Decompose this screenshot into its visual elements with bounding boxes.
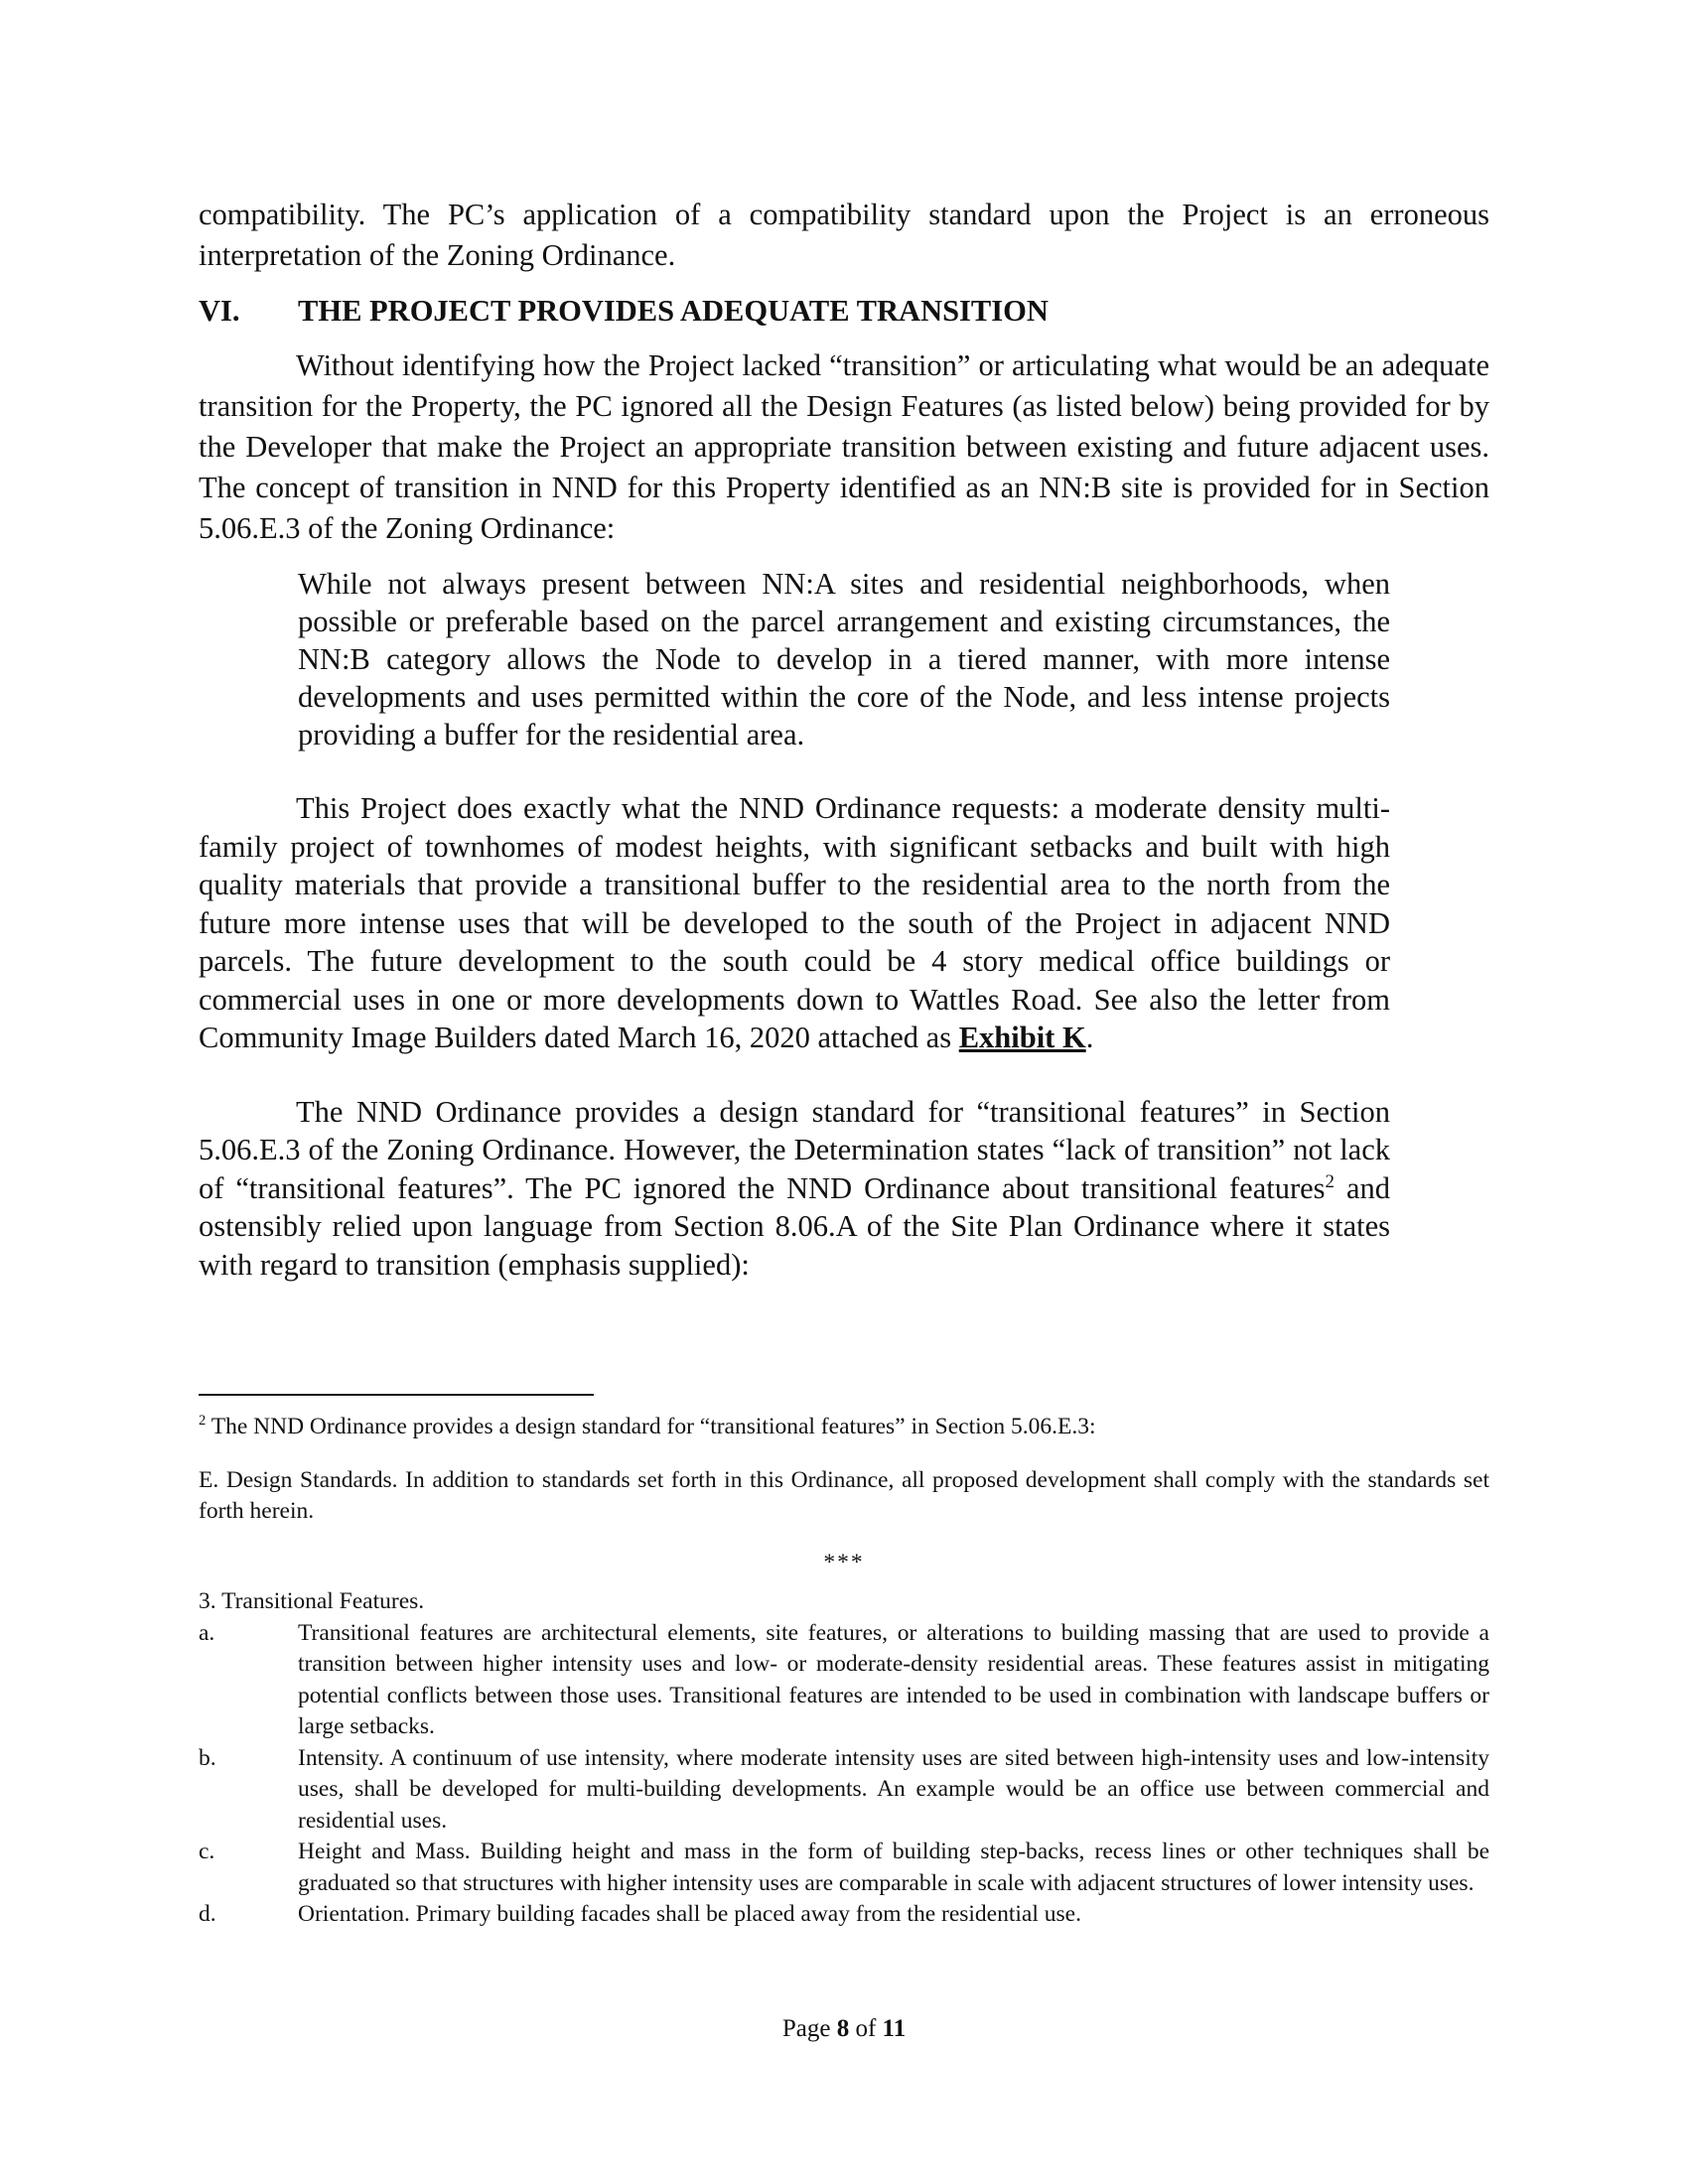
footnote-separator xyxy=(199,1394,594,1396)
footnote-item-text: Orientation. Primary building facades shall be placed away from the residential use. xyxy=(298,1901,1081,1927)
footnote-number: 2 xyxy=(199,1413,207,1430)
footnote-item-text: Intensity. A continuum of use intensity, where moderate intensity uses are sited between high-intensity uses and low-intensity uses, shall be developed for multi-building developments. An example would be an office use between commercial and residential uses. xyxy=(298,1744,1489,1834)
of-word: of xyxy=(849,2015,883,2042)
period: . xyxy=(1085,1021,1094,1054)
footnote-item xyxy=(199,1837,1489,1899)
footnote-item-letter: b. xyxy=(199,1744,216,1771)
footnote-ellipsis-stars: *** xyxy=(823,1549,865,1575)
section-heading-text: THE PROJECT PROVIDES ADEQUATE TRANSITION xyxy=(298,294,1049,328)
footnote-reference: 2 xyxy=(1325,1170,1335,1192)
footnote-intro xyxy=(199,1412,1489,1443)
page-total: 11 xyxy=(882,2015,907,2042)
footnote-item-text: Transitional features are architectural elements, site features, or alterations to building massing that are used to provide a transition between higher intensity uses and low- or moderate-density residential areas. These features assist in mitigating potential conflicts between those uses. Transitional features are intended to be used in combination with landscape buffers or large setbacks. xyxy=(298,1619,1489,1739)
main-body xyxy=(199,195,1489,1284)
footnote-design-standards: E. Design Standards. In addition to standards set forth in this Ordinance, all proposed development shall comply with the standards set forth herein. xyxy=(199,1466,1489,1524)
paragraph-project xyxy=(199,789,1390,1057)
footnote-item xyxy=(199,1743,1489,1838)
footnote-item-letter: a. xyxy=(199,1619,215,1646)
paragraph-design-text-b: and ostensibly relied upon language from Section 8.06.A of the Site Plan Ordinance where it states with regard to transition (emphasis supplied): xyxy=(199,1170,1390,1282)
paragraph-design-text-a: The NND Ordinance provides a design standard for “transitional features” in Section 5.06.E.3 of the Zoning Ordinance. However, the Determination states “lack of transition” not lack of “transitional features”. The PC ignored the NND Ordinance about transitional features xyxy=(199,1094,1390,1205)
block-quote: While not always present between NN:A sites and residential neighborhoods, when possible or preferable based on the parcel arrangement and existing circumstances, the NN:B category allows the Node to develop in a tiered manner, with more intense developments and uses permitted within the core of the Node, and less intense projects providing a buffer for the residential area. xyxy=(298,567,1390,751)
page-number: 8 xyxy=(836,2015,850,2042)
section-heading-number: VI. xyxy=(199,294,240,328)
page-word: Page xyxy=(781,2015,837,2042)
footnote-item-letter: c. xyxy=(199,1839,215,1864)
footnote-item-letter: d. xyxy=(199,1901,216,1927)
page-footer xyxy=(0,2015,1688,2043)
exhibit-k-reference: Exhibit K xyxy=(958,1021,1086,1054)
footnote xyxy=(199,1412,1489,1931)
paragraph-project-text: This Project does exactly what the NND Ordinance requests: a moderate density multi-family project of townhomes of modest heights, with significant setbacks and built with high quality materials that provide a transitional buffer to the residential area to the north from the future more intense uses that will be developed to the south of the Project in adjacent NND parcels. The future development to the south could be 4 story medical office buildings or commercial uses in one or more developments down to Wattles Road. See also the letter from Community Image Builders dated March 16, 2020 attached as xyxy=(199,791,1390,1054)
footnote-section-title: 3. Transitional Features. xyxy=(199,1588,425,1614)
paragraph-continuation: compatibility. The PC’s application of a compatibility standard upon the Project is an erroneous interpretation of the Zoning Ordinance. xyxy=(199,198,1489,272)
paragraph-transition: Without identifying how the Project lacked “transition” or articulating what would be an adequate transition for the Property, the PC ignored all the Design Features (as listed below) being provided for by the Developer that make the Project an appropriate transition between existing and future adjacent uses. The concept of transition in NND for this Property identified as an NN:B site is provided for in Section 5.06.E.3 of the Zoning Ordinance: xyxy=(199,348,1489,545)
footnote-item xyxy=(199,1618,1489,1743)
footnote-item xyxy=(199,1899,1489,1931)
footnote-intro-text: The NND Ordinance provides a design standard for “transitional features” in Section 5.06.E.3: xyxy=(206,1414,1096,1439)
footnote-item-text: Height and Mass. Building height and mass in the form of building step-backs, recess lines or other techniques shall be graduated so that structures with higher intensity uses are comparable in scale with adjacent structures of lower intensity uses. xyxy=(298,1839,1489,1896)
section-heading xyxy=(199,291,1489,332)
paragraph-design-standard xyxy=(199,1093,1390,1285)
